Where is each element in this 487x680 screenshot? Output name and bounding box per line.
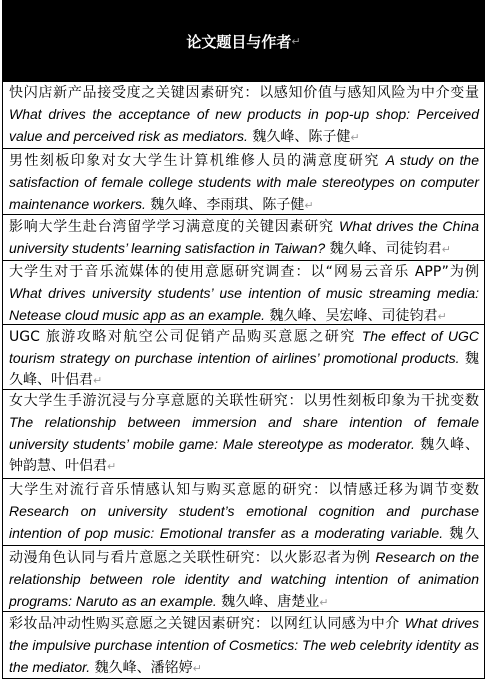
paper-title-en: What drives the impulsive purchase intention of Cosmetics: The web celebrity identity as the mediator. <box>9 615 479 675</box>
paper-authors: 魏久峰、唐楚业 <box>216 594 320 610</box>
paper-authors: 魏久峰、司徒钧君 <box>325 241 442 257</box>
table-row <box>3 546 484 612</box>
paper-title-en: The relationship between immersion and share intention of female university students’ mobile game: Male stereotype as moderator. <box>9 414 479 452</box>
paper-authors: 魏久峰、潘铭婷 <box>90 660 193 676</box>
paper-authors: 魏久峰、叶侣君 <box>9 351 479 388</box>
paper-authors: 魏久峰、吴宏峰、司徒钧君 <box>265 308 438 324</box>
table-row <box>3 261 484 325</box>
paragraph-mark-icon: ↵ <box>192 662 202 675</box>
paper-title-cn: 大学生对流行音乐情感认知与购买意愿的研究：以情感迁移为调节变数 <box>9 482 479 498</box>
paragraph-mark-icon: ↵ <box>304 199 314 212</box>
paper-title-cn: 动漫角色认同与看片意愿之关联性研究：以火影忍者为例 <box>9 550 376 566</box>
paper-title-en: A study on the satisfaction of female college students with male stereotypes on computer maintenance workers. <box>9 152 480 212</box>
paper-title-en: What drives the acceptance of new products in pop-up shop: Perceived value and perceived risk as mediators. <box>9 106 479 144</box>
paper-title-en: Research on university student’s emotional cognition and purchase intention of pop music: Emotional transfer as a moderating variable. <box>9 503 479 541</box>
paper-title-cn: 大学生对于音乐流媒体的使用意愿研究调查：以“网易云音乐 APP”为例 <box>9 264 479 280</box>
paper-title-en: What drives university students’ use intention of music streaming media: Netease cloud music app as an example. <box>9 285 479 323</box>
paragraph-mark-icon: ↵ <box>107 460 117 473</box>
paragraph-mark-icon: ↵ <box>437 310 447 323</box>
paragraph-mark-icon: ↵ <box>291 34 301 48</box>
table-row <box>3 612 484 680</box>
paragraph-mark-icon: ↵ <box>441 243 451 256</box>
paper-title-en: Research on the relationship between role identity and watching intention of animation programs: Naruto as an example. <box>9 549 480 609</box>
paper-title-cn: 影响大学生赴台湾留学学习满意度的关键因素研究 <box>9 219 339 235</box>
table-row <box>3 82 484 149</box>
paper-title-en: The effect of UGC tourism strategy on purchase intention of airlines’ promotional products. <box>9 328 479 366</box>
table-header <box>3 1 484 82</box>
paragraph-mark-icon: ↵ <box>350 131 360 144</box>
paper-table <box>2 0 485 679</box>
paragraph-mark-icon: ↵ <box>319 596 329 609</box>
paper-title-en: What drives the China university students’ learning satisfaction in Taiwan? <box>9 218 480 256</box>
paper-authors: 魏久峰、陈子健 <box>247 129 351 145</box>
table-row <box>3 215 484 261</box>
paragraph-mark-icon: ↵ <box>93 374 103 387</box>
paper-title-cn: UGC 旅游攻略对航空公司促销产品购买意愿之研究 <box>9 329 362 345</box>
table-row <box>3 325 484 390</box>
table-header-title: 论文题目与作者 <box>186 32 292 51</box>
paper-title-cn: 快闪店新产品接受度之关键因素研究：以感知价值与感知风险为中介变量 <box>9 85 479 101</box>
paper-title-cn: 彩妆品冲动性购买意愿之关键因素研究：以网红认同感为中介 <box>9 616 405 632</box>
paper-title-cn: 女大学生手游沉浸与分享意愿的关联性研究：以男性刻板印象为干扰变数 <box>9 393 479 409</box>
paper-authors: 魏久峰、李雨琪、陈子健 <box>145 197 305 213</box>
table-row <box>3 390 484 479</box>
table-row <box>3 149 484 215</box>
paper-authors: 魏久 <box>449 526 480 542</box>
paper-title-cn: 男性刻板印象对女大学生计算机维修人员的满意度研究 <box>9 153 386 169</box>
table-row <box>3 479 484 546</box>
paper-authors: 魏久峰、钟韵慧、叶侣君 <box>9 437 479 474</box>
